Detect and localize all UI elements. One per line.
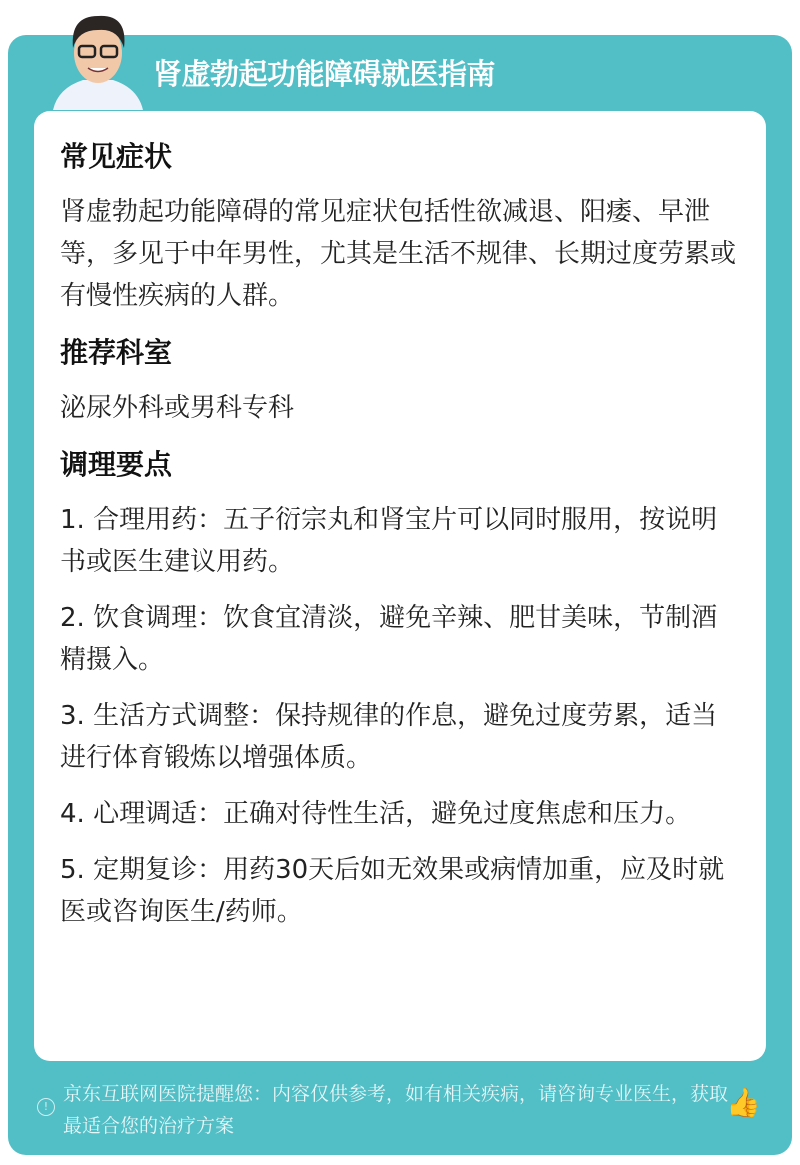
section-heading: 常见症状 <box>60 140 173 173</box>
section-text: 肾虚勃起功能障碍的常见症状包括性欲减退、阳痿、早泄等，多见于中年男性，尤其是生活不规律、长期过度劳累或有慢性疾病的人群。 <box>60 197 737 311</box>
list-item: 3. 生活方式调整：保持规律的作息，避免过度劳累，适当进行体育锻炼以增强体质。 <box>60 701 718 773</box>
list-item: 4. 心理调适：正确对待性生活，避免过度焦虑和压力。 <box>60 799 692 829</box>
doctor-avatar-icon <box>48 8 148 110</box>
section-heading: 推荐科室 <box>60 336 173 369</box>
list-item: 2. 饮食调理：饮食宜清淡，避免辛辣、肥甘美味，节制酒精摄入。 <box>60 603 718 675</box>
section-symptoms <box>60 135 740 317</box>
info-icon: ! <box>37 1098 55 1116</box>
section-text: 泌尿外科或男科专科 <box>60 393 295 423</box>
page-title: 肾虚勃起功能障碍就医指南 <box>153 57 496 91</box>
list-item: 5. 定期复诊：用药30天后如无效果或病情加重，应及时就医或咨询医生/药师。 <box>60 855 725 927</box>
list-item: 1. 合理用药：五子衍宗丸和肾宝片可以同时服用，按说明书或医生建议用药。 <box>60 505 718 577</box>
section-care-points <box>60 443 740 933</box>
section-heading: 调理要点 <box>60 448 173 481</box>
thumbs-up-icon[interactable]: 👍 <box>726 1086 761 1119</box>
content-card <box>34 111 766 1061</box>
section-department <box>60 331 740 429</box>
disclaimer-text: 京东互联网医院提醒您：内容仅供参考，如有相关疾病，请咨询专业医生，获取最适合您的治疗方案 <box>63 1083 729 1137</box>
